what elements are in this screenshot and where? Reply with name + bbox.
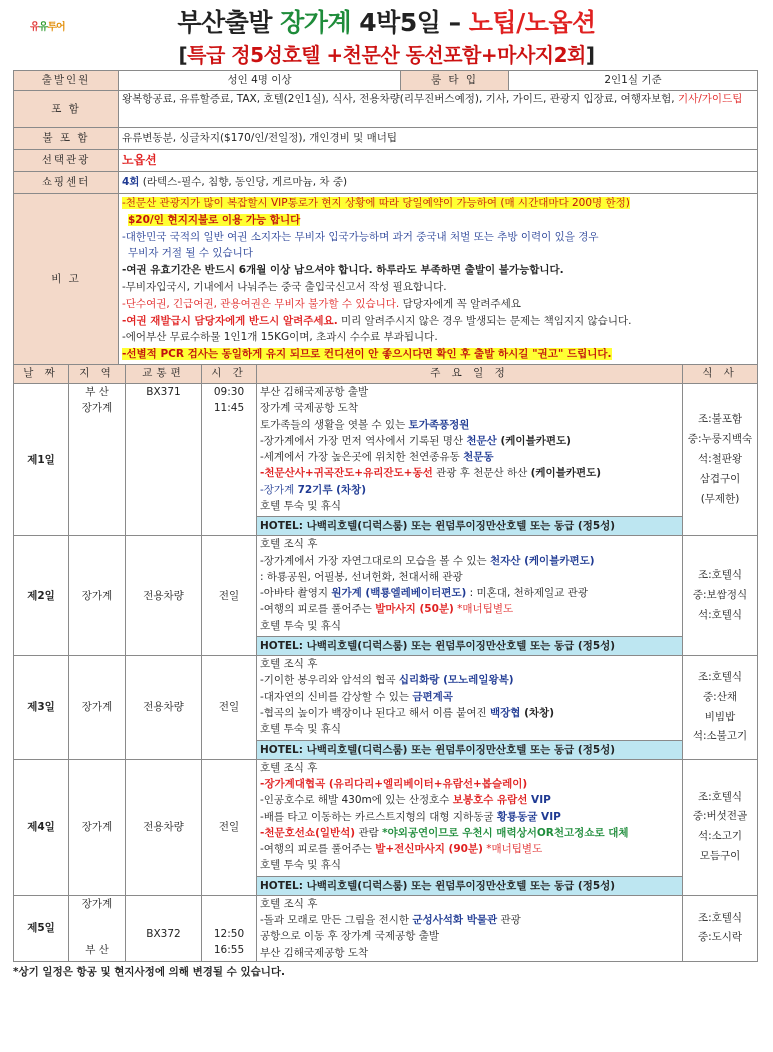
schedule-table xyxy=(13,364,758,962)
day5-time: 12:50 16:55 xyxy=(202,895,257,961)
day4-time: 전일 xyxy=(202,759,257,895)
day3-meal: 조:호텔식 중:산채 비빔밥 석:소불고기 xyxy=(683,656,758,760)
notes: -천문산 관광지가 많이 복잡할시 VIP통로가 현지 상황에 따라 당일예약이 가능하여 (매 시간대마다 200명 한정) $20/인 현지지불로 이용 가능 합니다 -대한민국 국적의 일반 여권 소지자는 무비자 입국가능하며 과거 중국내 처벌 또는 추방 이력이 있을 경우 무비자 거절 될 수 있습니다 -여권 유효기간은 반드시 6개월 이상 남으셔야 합니다. 하루라도 부족하면 출발이 불가능합니다. -무비자입국시, 기내에서 나눠주는 중국 출입국신고서 작성 필요합니다. -단수여권, 긴급여권, 관용여권은 무비자 불가할 수 있습니다. 담당자에게 꼭 알려주세요 -여권 재발급시 담당자에게 반드시 알려주세요. 미리 알려주시지 않은 경우 발생되는 문제는 책임지지 않습니다. -에어부산 무료수하물 1인1개 15KG이며, 초과시 수수료 부과됩니다. -선별적 PCR 검사는 동일하게 유지 되므로 컨디션이 안 좋으시다면 확인 후 출발 하시길 "권고" 드립니다. xyxy=(119,194,758,365)
col-date: 날 짜 xyxy=(14,364,69,383)
day4-hotel: HOTEL: 나백리호텔(디럭스룸) 또는 윈덤루이징만산호텔 또는 동급 (정5성) xyxy=(257,876,682,895)
day2-transport: 전용차량 xyxy=(126,536,202,656)
depart-value: 성인 4명 이상 xyxy=(119,71,401,91)
day3-region: 장가계 xyxy=(69,656,126,760)
option-value: 노옵션 xyxy=(119,150,758,172)
day2-row xyxy=(14,536,758,656)
day2-time: 전일 xyxy=(202,536,257,656)
day1-time: 09:30 11:45 xyxy=(202,383,257,535)
day4-row xyxy=(14,759,758,895)
day5-region: 장가계 부 산 xyxy=(69,895,126,961)
day2-region: 장가계 xyxy=(69,536,126,656)
note-label: 비 고 xyxy=(14,194,119,365)
day3-transport: 전용차량 xyxy=(126,656,202,760)
header xyxy=(0,0,773,70)
page-title: 부산출발 장가계 4박5일 – 노팁/노옵션 xyxy=(177,8,596,37)
room-label: 룸 타 입 xyxy=(401,71,509,91)
include-value: 왕복항공료, 유류할증료, TAX, 호텔(2인1실), 식사, 전용차량(리무진버스예정), 기사, 가이드, 관광지 입장료, 여행자보험, 기사/가이드팁 xyxy=(119,91,758,128)
day2-label: 제2일 xyxy=(14,536,69,656)
company-logo: 유유투어 xyxy=(30,22,65,33)
day4-region: 장가계 xyxy=(69,759,126,895)
day1-transport: BX371 xyxy=(126,383,202,535)
day5-label: 제5일 xyxy=(14,895,69,961)
day5-row xyxy=(14,895,758,961)
day1-row xyxy=(14,383,758,535)
day1-region: 부 산 장가계 xyxy=(69,383,126,535)
day3-label: 제3일 xyxy=(14,656,69,760)
day2-itinerary: 호텔 조식 후 -장가계에서 가장 자연그대로의 모습을 볼 수 있는 천자산 (케이블카편도) : 하룡공원, 어필봉, 선녀헌화, 천대서해 관광 -아바타 촬영지 원가계 (백룡엘레베이터편도) : 미혼대, 천하제일교 관광 -여행의 피로를 풀어주는 발마사지 (50분) *매너팁별도 호텔 투숙 및 휴식 HOTEL: 나백리호텔(디럭스룸) 또는 윈덤루이징만산호텔 또는 동급 (정5성) xyxy=(257,536,683,656)
exclude-value: 유류변동분, 싱글차지($170/인/전일정), 개인경비 및 매너팁 xyxy=(119,128,758,150)
day5-itinerary: 호텔 조식 후 -돌과 모래로 만든 그림을 전시한 군성사석화 박물관 관광 공항으로 이동 후 장가계 국제공항 출발 부산 김해국제공항 도착 xyxy=(257,895,683,961)
footer-note: *상기 일정은 항공 및 현지사정에 의해 변경될 수 있습니다. xyxy=(13,966,286,978)
day4-itinerary: 호텔 조식 후 -장가계대협곡 (유리다리+엘리베이터+유람선+봅슬레이) -인공호수로 해발 430m에 있는 산정호수 보봉호수 유람선 VIP -배를 타고 이동하는 카르스트지형의 대형 지하동굴 황룡동굴 VIP -천문호선쇼(일반석) 관람 *야외공연이므로 우천시 매력상서OR천고정쇼로 대체 -여행의 피로를 풀어주는 발+전신마사지 (90분) *매너팁별도 호텔 투숙 및 휴식 HOTEL: 나백리호텔(디럭스룸) 또는 윈덤루이징만산호텔 또는 동급 (정5성) xyxy=(257,759,683,895)
day3-itinerary: 호텔 조식 후 -기이한 봉우리와 암석의 협곡 십리화랑 (모노레일왕복) -대자연의 신비를 감상할 수 있는 금편계곡 -협곡의 높이가 백장이나 된다고 해서 이름 붙여진 백장협 (차창) 호텔 투숙 및 휴식 HOTEL: 나백리호텔(디럭스룸) 또는 윈덤루이징만산호텔 또는 동급 (정5성) xyxy=(257,656,683,760)
option-label: 선택관광 xyxy=(14,150,119,172)
day1-label: 제1일 xyxy=(14,383,69,535)
include-label: 포 함 xyxy=(14,91,119,128)
day4-label: 제4일 xyxy=(14,759,69,895)
col-itinerary: 주 요 일 정 xyxy=(257,364,683,383)
day3-row xyxy=(14,656,758,760)
day5-transport: BX372 xyxy=(126,895,202,961)
col-time: 시 간 xyxy=(202,364,257,383)
day1-itinerary: 부산 김해국제공항 출발 장가계 국제공항 도착 토가족들의 생활을 엿볼 수 있는 토가족풍정원 -장가계에서 가장 먼저 역사에서 기록된 명산 천문산 (케이블카편도) -세계에서 가장 높은곳에 위치한 천연종유동 천문동 -천문산사+귀곡잔도+유리잔도+동선 관광 후 천문산 하산 (케이블카편도) -장가계 72기루 (차창) 호텔 투숙 및 휴식 HOTEL: 나백리호텔(디럭스룸) 또는 윈덤루이징만산호텔 또는 동급 (정5성) xyxy=(257,383,683,535)
day3-hotel: HOTEL: 나백리호텔(디럭스룸) 또는 윈덤루이징만산호텔 또는 동급 (정5성) xyxy=(257,740,682,759)
day1-meal: 조:불포함 중:누룽지백숙 석:철판왕 삼겹구이 (무제한) xyxy=(683,383,758,535)
day2-hotel: HOTEL: 나백리호텔(디럭스룸) 또는 윈덤루이징만산호텔 또는 동급 (정5성) xyxy=(257,636,682,655)
col-meal: 식 사 xyxy=(683,364,758,383)
exclude-label: 불 포 함 xyxy=(14,128,119,150)
shop-value: 4회 (라텍스-필수, 침향, 동인당, 게르마늄, 차 중) xyxy=(119,172,758,194)
day1-hotel: HOTEL: 나백리호텔(디럭스룸) 또는 윈덤루이징만산호텔 또는 동급 (정5성) xyxy=(257,516,682,535)
day4-transport: 전용차량 xyxy=(126,759,202,895)
day3-time: 전일 xyxy=(202,656,257,760)
day4-meal: 조:호텔식 중:버섯전골 석:소고기 모듬구이 xyxy=(683,759,758,895)
day5-meal: 조:호텔식 중:도시락 xyxy=(683,895,758,961)
col-region: 지 역 xyxy=(69,364,126,383)
day2-meal: 조:호텔식 중:보쌈정식 석:호텔식 xyxy=(683,536,758,656)
shop-label: 쇼핑센터 xyxy=(14,172,119,194)
page-subtitle: [특급 정5성호텔 +천문산 동선포함+마사지2회] xyxy=(178,43,595,67)
depart-label: 출발인원 xyxy=(14,71,119,91)
info-table xyxy=(13,70,758,365)
col-transport: 교통편 xyxy=(126,364,202,383)
room-value: 2인1실 기준 xyxy=(509,71,758,91)
